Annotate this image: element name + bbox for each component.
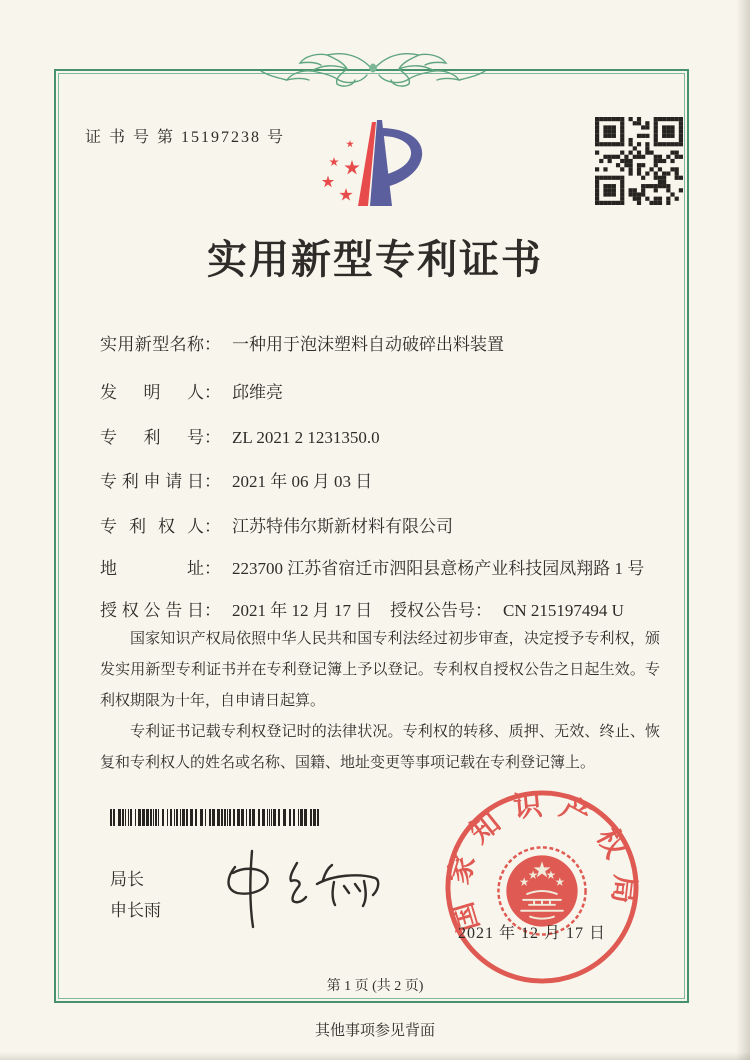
certificate-title: 实用新型专利证书 (207, 237, 543, 282)
field-label: 发明人 (100, 383, 204, 402)
field-label: 专利申请日 (100, 472, 204, 491)
legal-text (100, 624, 660, 779)
field-label: 授权公告号 (390, 601, 475, 620)
field-value: CN 215197494 U (503, 601, 624, 620)
field-value: 2021 年 06 月 03 日 (232, 472, 373, 491)
officer-title: 局长 (110, 870, 144, 889)
seal-date: 2021 年 12 月 17 日 (458, 925, 607, 942)
scan-shadow-right (736, 0, 750, 1060)
field-row-patent-no (100, 423, 660, 448)
field-colon: ： (204, 472, 221, 491)
field-value: 223700 江苏省宿迁市泗阳县意杨产业科技园凤翔路 1 号 (232, 559, 645, 578)
field-value: ZL 2021 2 1231350.0 (232, 428, 380, 447)
certificate-number: 证 书 号 第 15197238 号 (85, 129, 286, 146)
signature-icon (213, 833, 418, 936)
officer-name: 申长雨 (110, 901, 161, 920)
field-row-name (100, 330, 660, 355)
field-colon: ： (204, 335, 221, 354)
field-label: 地址 (100, 559, 204, 578)
official-seal (443, 788, 641, 986)
barcode (110, 809, 322, 826)
legal-paragraph-2: 专利证书记载专利权登记时的法律状况。专利权的转移、质押、无效、终止、恢复和专利权人的姓名或名称、国籍、地址变更等事项记载在专利登记簿上。 (100, 724, 660, 771)
field-value: 江苏特伟尔斯新材料有限公司 (232, 517, 453, 536)
field-row-inventor (100, 378, 660, 403)
border-ornament-icon (253, 44, 493, 94)
field-label: 实用新型名称 (100, 335, 204, 354)
field-row-filing-date (100, 467, 660, 492)
field-value: 邱维亮 (232, 383, 283, 402)
field-colon: ： (475, 601, 492, 620)
scan-shadow-bottom (0, 1052, 750, 1060)
field-colon: ： (204, 428, 221, 447)
field-colon: ： (204, 383, 221, 402)
seal-text: 国家知识产权局 (443, 788, 641, 936)
field-colon: ： (204, 559, 221, 578)
field-colon: ： (204, 517, 221, 536)
back-note: 其他事项参见背面 (314, 1023, 435, 1039)
field-label: 专利权人 (100, 517, 204, 536)
field-row-patentee (100, 512, 660, 537)
page-number: 第 1 页 (共 2 页) (326, 979, 424, 994)
field-grant-number (390, 596, 624, 621)
cnipa-logo-icon (316, 106, 436, 216)
field-value: 一种用于泡沫塑料自动破碎出料装置 (232, 335, 504, 354)
legal-paragraph-1: 国家知识产权局依照中华人民共和国专利法经过初步审查，决定授予专利权，颁发实用新型专利证书并在专利登记簿上予以登记。专利权自授权公告之日起生效。专利权期限为十年，自申请日起算。 (100, 631, 660, 709)
officer-block (110, 864, 161, 926)
field-row-grant (100, 596, 660, 621)
field-value: 2021 年 12 月 17 日 (232, 601, 373, 620)
field-label: 专利号 (100, 428, 204, 447)
field-colon: ： (204, 601, 221, 620)
field-row-address (100, 554, 660, 579)
field-label: 授权公告日 (100, 601, 204, 620)
qr-code (595, 117, 683, 205)
